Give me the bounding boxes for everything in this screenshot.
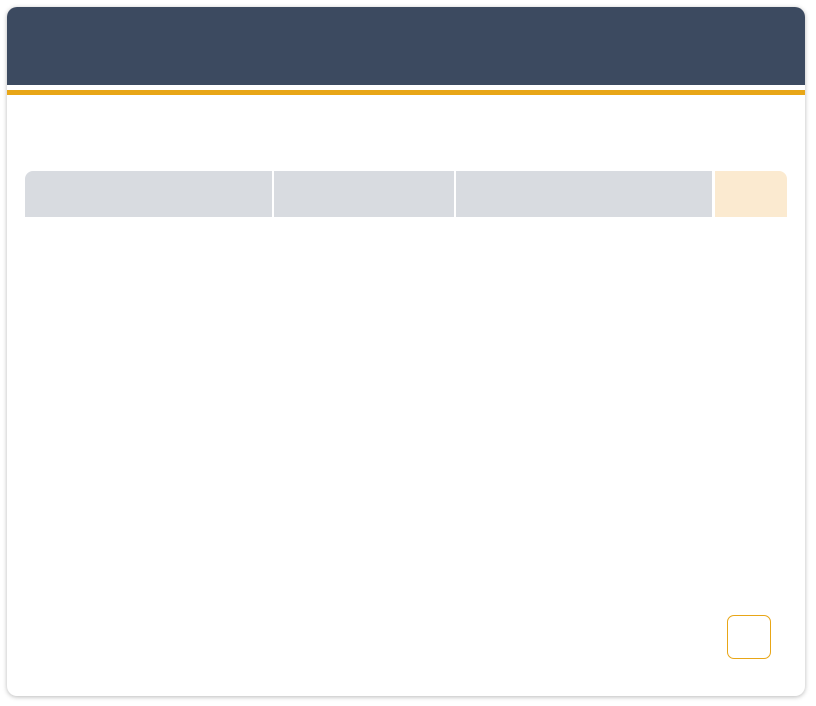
total-score-box[interactable] xyxy=(727,615,771,659)
example-left-cell xyxy=(25,171,272,217)
cat-assessment-card xyxy=(7,7,805,696)
header-bar xyxy=(7,7,805,85)
example-scale-cell xyxy=(274,171,454,217)
score-header xyxy=(715,171,787,217)
score-header-cell xyxy=(715,171,787,217)
accent-divider xyxy=(7,90,805,95)
example-right-cell xyxy=(456,171,712,217)
